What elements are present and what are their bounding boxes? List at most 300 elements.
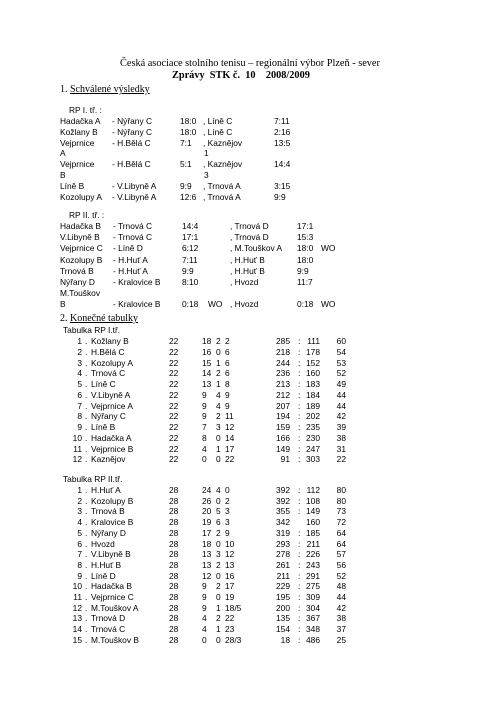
standing-sets-against: 202 <box>306 411 320 422</box>
standing-sets-for: 392 <box>276 485 290 495</box>
standing-played: 28 <box>169 570 179 581</box>
standing-rank: 5 <box>77 379 82 389</box>
result-second-team: , Trnová D <box>230 221 269 231</box>
result-second-score: 13:5 <box>274 137 291 148</box>
result-home-team: Líně B <box>60 180 85 191</box>
standing-colon: : <box>298 422 301 432</box>
standing-points: 72 <box>336 517 346 528</box>
standing-sets-for: 207 <box>276 400 290 411</box>
standing-wins: 9 <box>202 581 207 592</box>
result-second-team: , Trnová A <box>203 191 241 202</box>
standing-draws: 0 <box>216 454 221 465</box>
standing-sets-against: 211 <box>306 538 320 549</box>
standing-wins: 16 <box>202 346 212 357</box>
standing-sets-against: 112 <box>306 485 320 495</box>
standing-colon: : <box>298 495 301 506</box>
standing-rank: 11 <box>73 443 82 454</box>
standing-played: 22 <box>169 454 179 465</box>
result-note: WO <box>208 299 223 310</box>
standing-sets-against: 226 <box>306 549 320 560</box>
standing-rank-dot: . <box>85 336 88 346</box>
standing-losses: 9 <box>225 389 230 400</box>
result-second-score: 9:9 <box>274 191 286 202</box>
standing-wins: 13 <box>202 559 212 570</box>
standing-colon: : <box>298 624 301 635</box>
standing-wins: 18 <box>202 538 212 549</box>
standing-team: Vejprnice C <box>91 592 134 602</box>
standing-wins: 4 <box>202 613 207 624</box>
standing-points: 54 <box>336 346 346 357</box>
standing-sets-against: 303 <box>306 454 320 465</box>
standing-played: 28 <box>169 506 179 517</box>
standing-played: 22 <box>169 368 179 379</box>
standing-colon: : <box>298 368 301 379</box>
section2-title: Konečné tabulky <box>70 313 139 324</box>
standing-sets-for: 278 <box>276 549 290 560</box>
result-second-score: 11:7 <box>297 277 313 287</box>
standing-team: Trnová B <box>91 506 125 517</box>
standing-sets-for: 194 <box>276 411 290 422</box>
result-home-team: Vejprnice <box>60 137 95 148</box>
result-second-team: , Hvozd <box>230 299 259 310</box>
standing-wins: 0 <box>202 634 207 645</box>
standing-points: 73 <box>336 506 346 517</box>
standing-rank: 4 <box>77 368 82 379</box>
standing-played: 22 <box>169 336 179 346</box>
standing-rank-dot: . <box>85 346 88 357</box>
standing-sets-against: 247 <box>306 443 320 454</box>
standing-rank-dot: . <box>85 559 88 570</box>
standing-losses: 17 <box>225 443 235 454</box>
standing-colon: : <box>298 432 301 443</box>
result-away-team: - Trnová C <box>113 221 153 231</box>
standing-losses: 23 <box>225 624 235 635</box>
result-away-team: - H.Bělá C <box>112 159 151 170</box>
standing-colon: : <box>298 389 301 400</box>
rp1-label: RP I. tř. : <box>69 105 102 115</box>
rp2-label: RP II. tř. : <box>69 210 105 220</box>
result-second-team: , Trnová A <box>203 180 241 191</box>
standing-colon: : <box>298 559 301 570</box>
standing-rank: 9 <box>77 422 82 432</box>
standing-played: 22 <box>169 400 179 411</box>
result-second-score: 2:16 <box>274 126 291 137</box>
standing-draws: 1 <box>216 443 221 454</box>
standing-rank: 9 <box>77 570 82 581</box>
result-home-team: Hadačka A <box>60 116 101 126</box>
standing-rank: 5 <box>77 527 82 538</box>
section1-number: 1. <box>60 84 68 95</box>
result-second-note: WO <box>321 299 336 310</box>
standing-rank: 1 <box>77 485 82 495</box>
result-away-team: - Nýřany C <box>112 116 153 126</box>
result-score: 18:0 <box>180 116 197 126</box>
standing-colon: : <box>298 634 301 645</box>
standing-sets-for: 342 <box>276 517 290 528</box>
standing-played: 28 <box>169 527 179 538</box>
standing-rank: 10 <box>72 432 82 443</box>
standing-losses: 18/5 <box>225 602 242 613</box>
standing-colon: : <box>298 581 301 592</box>
standing-points: 44 <box>336 400 346 411</box>
standing-played: 22 <box>169 411 179 422</box>
standing-wins: 9 <box>202 411 207 422</box>
result-score: 7:11 <box>182 254 198 265</box>
result-away-team: - Líně D <box>113 243 143 254</box>
standing-sets-for: 285 <box>276 336 290 346</box>
standing-losses: 12 <box>225 422 235 432</box>
standing-points: 31 <box>336 443 346 454</box>
result-second-team: , Hvozd <box>230 277 259 287</box>
standing-rank-dot: . <box>85 379 88 389</box>
standing-rank-dot: . <box>85 538 88 549</box>
standing-points: 52 <box>336 570 346 581</box>
standing-draws: 1 <box>216 379 221 389</box>
standing-colon: : <box>298 592 301 602</box>
standing-draws: 3 <box>216 549 221 560</box>
standing-points: 38 <box>336 613 346 624</box>
standing-sets-for: 244 <box>276 357 290 368</box>
standing-played: 22 <box>169 389 179 400</box>
standing-colon: : <box>298 613 301 624</box>
table2-title: Tabulka RP II.tř. <box>63 474 123 484</box>
standing-colon: : <box>298 454 301 465</box>
standing-rank-dot: . <box>85 368 88 379</box>
standing-sets-against: 367 <box>306 613 320 624</box>
standing-losses: 2 <box>225 336 230 346</box>
result-home-team: Kozolupy A <box>60 191 102 202</box>
standing-losses: 0 <box>225 485 230 495</box>
standing-wins: 9 <box>202 400 207 411</box>
standing-sets-for: 392 <box>276 495 290 506</box>
standing-rank-dot: . <box>85 495 88 506</box>
standing-team: Líně C <box>91 379 116 389</box>
standing-colon: : <box>298 336 301 346</box>
standing-wins: 17 <box>202 527 212 538</box>
result-away-team: - H.Bělá C <box>112 137 151 148</box>
standing-rank-dot: . <box>85 422 88 432</box>
standing-losses: 6 <box>225 357 230 368</box>
standing-wins: 0 <box>202 454 207 465</box>
standing-losses: 22 <box>225 613 235 624</box>
standing-team: Kožlany B <box>91 336 129 346</box>
result-away-team: - Trnová C <box>113 232 153 243</box>
standing-rank-dot: . <box>85 549 88 560</box>
standing-rank-dot: . <box>85 454 88 465</box>
standing-sets-against: 178 <box>306 346 320 357</box>
standing-sets-against: 185 <box>306 527 320 538</box>
standing-team: Trnová D <box>91 613 126 624</box>
standing-played: 22 <box>169 346 179 357</box>
result-score: 0:18 <box>182 299 199 310</box>
standing-played: 28 <box>169 549 179 560</box>
result-second-team: , Líně C <box>203 116 233 126</box>
result-score-cont: 1 <box>204 148 209 159</box>
result-away-team: - Kralovice B <box>113 299 161 310</box>
standing-draws: 0 <box>216 570 221 581</box>
standing-sets-against: 183 <box>306 379 320 389</box>
standing-draws: 0 <box>216 346 221 357</box>
standing-rank-dot: . <box>85 485 88 495</box>
section1-title: Schválené výsledky <box>70 84 150 95</box>
table1-title: Tabulka RP I.tř. <box>63 325 121 335</box>
standing-team: Trnová C <box>91 368 126 379</box>
standing-played: 28 <box>169 559 179 570</box>
standing-wins: 13 <box>202 549 212 560</box>
standing-sets-for: 154 <box>276 624 290 635</box>
result-home-team: Kožlany B <box>60 126 98 137</box>
standing-losses: 14 <box>225 432 235 443</box>
standing-colon: : <box>298 506 301 517</box>
standing-draws: 0 <box>216 592 221 602</box>
standing-draws: 2 <box>216 336 221 346</box>
standing-sets-for: 149 <box>276 443 290 454</box>
standing-rank: 7 <box>77 549 82 560</box>
result-home-team: M.Touškov <box>60 288 101 299</box>
standing-sets-for: 218 <box>276 346 290 357</box>
standing-colon: : <box>298 602 301 613</box>
result-second-score: 0:18 <box>297 299 314 310</box>
result-second-team: , H.Huť B <box>230 254 265 265</box>
standing-sets-for: 91 <box>280 454 290 465</box>
standing-team: Kozolupy A <box>91 357 133 368</box>
standing-colon: : <box>298 379 301 389</box>
result-score: 5:1 <box>180 159 192 170</box>
standing-rank: 3 <box>77 357 82 368</box>
standing-rank: 1 <box>77 336 82 346</box>
standing-sets-for: 18 <box>280 634 290 645</box>
standing-sets-against: 189 <box>306 400 320 411</box>
result-score: 7:1 <box>180 137 192 148</box>
standing-draws: 1 <box>216 602 221 613</box>
standing-losses: 13 <box>225 559 235 570</box>
standing-team: M.Touškov B <box>91 634 139 645</box>
result-second-team: , H.Huť B <box>230 265 265 276</box>
result-away-team: - V.Libyně A <box>112 191 157 202</box>
standing-sets-against: 149 <box>306 506 320 517</box>
standing-team: Hvozd <box>91 538 115 549</box>
standing-played: 22 <box>169 379 179 389</box>
result-second-team: , Líně C <box>203 126 233 137</box>
section2-number: 2. <box>60 313 68 324</box>
standing-played: 28 <box>169 517 179 528</box>
standing-sets-against: 111 <box>307 336 320 346</box>
standing-losses: 22 <box>225 454 235 465</box>
standing-losses: 6 <box>225 346 230 357</box>
standing-played: 28 <box>169 485 179 495</box>
standing-rank: 13 <box>72 613 82 624</box>
result-second-score: 3:15 <box>274 180 291 191</box>
section1-heading <box>60 85 150 95</box>
standing-wins: 7 <box>202 422 207 432</box>
header-organization: Česká asociace stolního tenisu – regionální výbor Plzeň - sever <box>120 58 380 69</box>
result-second-score: 15:3 <box>297 232 314 243</box>
standing-rank: 15 <box>72 634 82 645</box>
standing-wins: 18 <box>202 336 212 346</box>
standing-wins: 19 <box>202 517 212 528</box>
standing-wins: 12 <box>202 570 212 581</box>
standing-points: 52 <box>336 368 346 379</box>
standing-rank-dot: . <box>85 506 88 517</box>
standing-sets-against: 291 <box>306 570 320 581</box>
standing-played: 28 <box>169 624 179 635</box>
standing-rank-dot: . <box>85 432 88 443</box>
standing-draws: 0 <box>216 495 221 506</box>
standing-rank-dot: . <box>85 581 88 592</box>
standing-losses: 28/3 <box>225 634 242 645</box>
standing-played: 22 <box>169 443 179 454</box>
standing-points: 39 <box>336 422 346 432</box>
standing-points: 22 <box>336 454 346 465</box>
result-home-team: Vejprnice <box>60 159 95 170</box>
standing-points: 56 <box>336 559 346 570</box>
standing-rank-dot: . <box>85 570 88 581</box>
standing-losses: 9 <box>225 400 230 411</box>
standing-team: V.Libyně B <box>91 549 131 560</box>
standing-points: 44 <box>336 592 346 602</box>
standing-sets-against: 275 <box>306 581 320 592</box>
standing-rank: 7 <box>77 400 82 411</box>
result-score: 14:4 <box>182 221 199 231</box>
result-home-team: Nýřany D <box>60 277 95 287</box>
standing-colon: : <box>298 346 301 357</box>
standing-sets-for: 135 <box>276 613 290 624</box>
result-second-score: 17:1 <box>297 221 314 231</box>
standing-rank: 3 <box>77 506 82 517</box>
standing-colon: : <box>298 538 301 549</box>
standing-rank-dot: . <box>85 357 88 368</box>
standing-team: Nýřany D <box>91 527 126 538</box>
standing-points: 80 <box>336 495 346 506</box>
standing-sets-for: 195 <box>276 592 290 602</box>
standing-team: Vejprnice A <box>91 400 133 411</box>
result-away-team: - H.Huť A <box>113 265 148 276</box>
standing-sets-against: 108 <box>306 495 320 506</box>
standing-colon: : <box>298 400 301 411</box>
standing-played: 28 <box>169 581 179 592</box>
standing-rank: 8 <box>77 411 82 422</box>
result-away-team: - Kralovice B <box>113 277 161 287</box>
standing-rank: 10 <box>72 581 82 592</box>
result-second-score: 7:11 <box>274 116 290 126</box>
standing-losses: 10 <box>225 538 235 549</box>
standing-rank-dot: . <box>85 517 88 528</box>
standing-sets-for: 236 <box>276 368 290 379</box>
standing-losses: 16 <box>225 570 235 581</box>
standing-team: Líně D <box>91 570 116 581</box>
standing-sets-against: 230 <box>306 432 320 443</box>
standing-colon: : <box>298 527 301 538</box>
standing-team: M.Touškov A <box>91 602 139 613</box>
standing-points: 64 <box>336 538 346 549</box>
result-home-team: Hadačka B <box>60 221 101 231</box>
result-score: 9:9 <box>180 180 192 191</box>
standing-draws: 2 <box>216 581 221 592</box>
standing-losses: 9 <box>225 527 230 538</box>
standing-sets-against: 235 <box>306 422 320 432</box>
standing-rank-dot: . <box>85 624 88 635</box>
standing-played: 22 <box>169 422 179 432</box>
result-score: 8:10 <box>182 277 199 287</box>
standing-losses: 17 <box>225 581 235 592</box>
standing-points: 49 <box>336 379 346 389</box>
standing-sets-against: 160 <box>306 517 320 528</box>
standing-draws: 2 <box>216 368 221 379</box>
standing-rank: 12 <box>72 454 82 465</box>
result-second-team: , Kaznějov <box>203 159 243 170</box>
standing-sets-against: 160 <box>306 368 320 379</box>
standing-sets-for: 200 <box>276 602 290 613</box>
standing-rank-dot: . <box>85 411 88 422</box>
standing-team: Nýřany C <box>91 411 126 422</box>
standing-sets-against: 243 <box>306 559 320 570</box>
standing-sets-for: 229 <box>276 581 290 592</box>
standing-wins: 4 <box>202 624 207 635</box>
result-second-team: , Kaznějov <box>203 137 243 148</box>
standing-points: 42 <box>336 411 346 422</box>
standing-sets-for: 213 <box>276 379 290 389</box>
standing-wins: 13 <box>202 379 212 389</box>
standing-sets-for: 355 <box>276 506 290 517</box>
standing-colon: : <box>298 411 301 422</box>
standing-team: Hadačka B <box>91 581 132 592</box>
standing-points: 37 <box>336 624 346 635</box>
standing-colon: : <box>298 443 301 454</box>
section2-heading <box>60 314 138 324</box>
standing-sets-against: 304 <box>306 602 320 613</box>
standing-draws: 4 <box>216 389 221 400</box>
standing-rank-dot: . <box>85 634 88 645</box>
result-second-score: 18:0 <box>297 243 314 254</box>
result-second-note: WO <box>321 243 336 254</box>
standing-points: 48 <box>336 581 346 592</box>
header-report-title: Zprávy STK č. 10 2008/2009 <box>172 70 310 81</box>
standing-played: 22 <box>169 357 179 368</box>
standing-sets-against: 184 <box>306 389 320 400</box>
standing-rank-dot: . <box>85 527 88 538</box>
standing-rank-dot: . <box>85 400 88 411</box>
standing-rank-dot: . <box>85 389 88 400</box>
standing-played: 22 <box>169 432 179 443</box>
result-second-score: 14:4 <box>274 159 291 170</box>
standing-played: 28 <box>169 602 179 613</box>
standing-points: 64 <box>336 527 346 538</box>
standing-draws: 2 <box>216 559 221 570</box>
standing-losses: 3 <box>225 517 230 528</box>
result-home-team-cont: A <box>60 148 66 159</box>
standing-rank: 6 <box>77 389 82 400</box>
standing-draws: 3 <box>216 422 221 432</box>
standing-team: Líně B <box>91 422 116 432</box>
standing-team: Kralovice B <box>91 517 134 528</box>
standing-draws: 0 <box>216 634 221 645</box>
standing-played: 28 <box>169 634 179 645</box>
standing-colon: : <box>298 549 301 560</box>
result-score: 6:12 <box>182 243 199 254</box>
standing-losses: 3 <box>225 506 230 517</box>
standing-draws: 2 <box>216 613 221 624</box>
standing-draws: 4 <box>216 400 221 411</box>
standing-sets-against: 348 <box>306 624 320 635</box>
standing-team: Hadačka A <box>91 432 132 443</box>
standing-draws: 2 <box>216 411 221 422</box>
result-home-team-cont: B <box>60 170 66 180</box>
standing-sets-for: 159 <box>276 422 290 432</box>
standing-points: 25 <box>336 634 346 645</box>
standing-wins: 20 <box>202 506 212 517</box>
standing-team: Vejprnice B <box>91 443 134 454</box>
result-score: 17:1 <box>182 232 199 243</box>
